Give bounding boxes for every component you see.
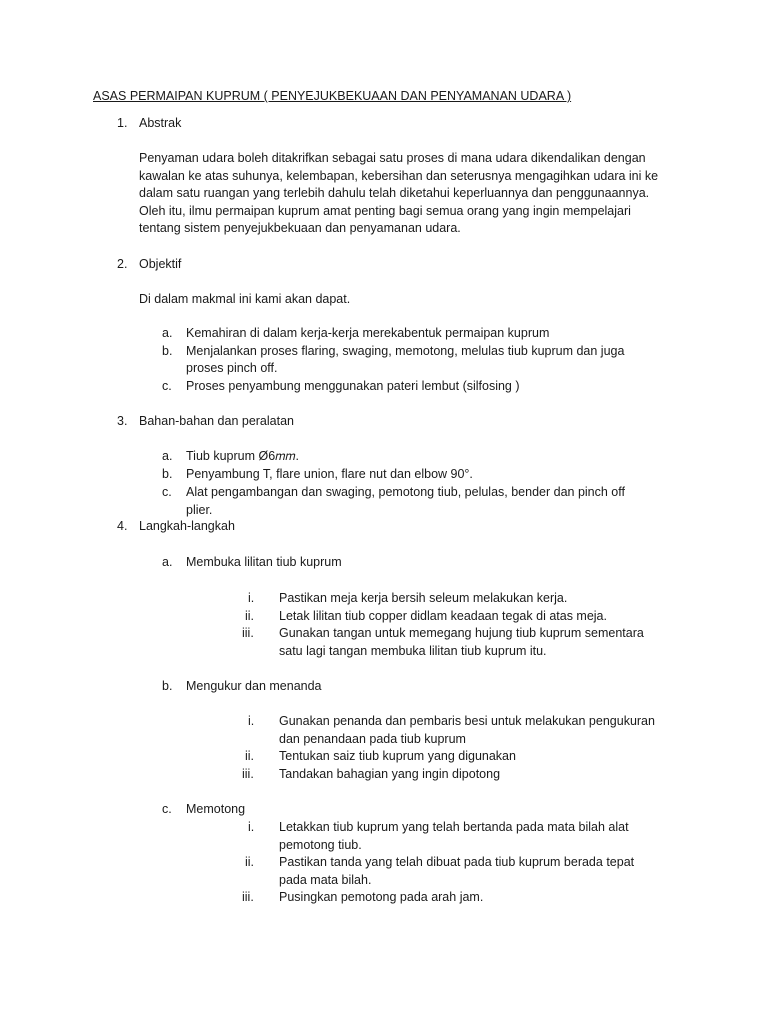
step-title: Mengukur dan menanda xyxy=(186,679,322,693)
list-item-text: Menjalankan proses flaring, swaging, memotong, melulas tiub kuprum dan juga xyxy=(186,343,625,358)
step-title: Memotong xyxy=(186,802,246,816)
section-heading: Objektif xyxy=(139,257,182,271)
substep-text: pemotong tiub. xyxy=(279,837,362,852)
substep-text: Tentukan saiz tiub kuprum yang digunakan xyxy=(279,749,516,763)
step-label: a. xyxy=(162,555,173,569)
list-item-text: Tiub kuprum Ø6𝑚𝑚. xyxy=(186,449,299,463)
document-title: ASAS PERMAIPAN KUPRUM ( PENYEJUKBEKUAAN DAN PENYAMANAN UDARA ) xyxy=(93,89,572,103)
list-item-text: plier. xyxy=(186,502,213,517)
substep-text: Pastikan tanda yang telah dibuat pada tiub kuprum berada tepat xyxy=(279,855,635,869)
substep-text: Pastikan meja kerja bersih seleum melakukan kerja. xyxy=(279,591,568,605)
substep-text: pada mata bilah. xyxy=(279,872,372,887)
step-label: c. xyxy=(162,802,172,816)
substep-text: Letakkan tiub kuprum yang telah bertanda pada mata bilah alat xyxy=(279,820,629,834)
substep-label: i. xyxy=(248,820,255,834)
substep-text: Gunakan penanda dan pembaris besi untuk melakukan pengukuran xyxy=(279,714,655,728)
substep-text: Letak lilitan tiub copper didlam keadaan tegak di atas meja. xyxy=(279,608,607,623)
substep-text: satu lagi tangan membuka lilitan tiub kuprum itu. xyxy=(279,643,547,658)
list-item-text: Penyambung T, flare union, flare nut dan elbow 90°. xyxy=(186,467,473,481)
list-label: a. xyxy=(162,326,173,340)
section-intro: Di dalam makmal ini kami akan dapat. xyxy=(139,292,351,306)
substep-label: ii. xyxy=(245,749,255,763)
list-label: a. xyxy=(162,449,173,463)
section-heading: Bahan-bahan dan peralatan xyxy=(139,414,294,428)
substep-label: i. xyxy=(248,714,255,728)
substep-label: iii. xyxy=(242,626,254,640)
list-item-text: Kemahiran di dalam kerja-kerja merekabentuk permaipan kuprum xyxy=(186,326,550,340)
substep-text: Gunakan tangan untuk memegang hujung tiub kuprum sementara xyxy=(279,626,644,640)
list-label: c. xyxy=(162,485,172,499)
list-item-text: Alat pengambangan dan swaging, pemotong tiub, pelulas, bender dan pinch off xyxy=(186,485,625,499)
section-heading: Abstrak xyxy=(139,116,182,130)
list-label: b. xyxy=(162,467,173,481)
list-item-text: Proses penyambung menggunakan pateri lembut (silfosing ) xyxy=(186,379,520,393)
paragraph-line: tentang sistem penyejukbekuaan dan penyamanan udara. xyxy=(139,221,461,235)
substep-label: ii. xyxy=(245,608,255,623)
section-number: 1. xyxy=(117,116,128,130)
section-number: 2. xyxy=(117,257,128,271)
step-title: Membuka lilitan tiub kuprum xyxy=(186,555,342,569)
list-label: c. xyxy=(162,379,172,393)
list-item-text: proses pinch off. xyxy=(186,361,278,375)
section-number: 3. xyxy=(117,414,128,428)
substep-label: iii. xyxy=(242,767,254,781)
paragraph-line: dalam satu ruangan yang terlebih dahulu telah diketahui keperluannya dan penggunaannya. xyxy=(139,186,650,200)
section-heading: Langkah-langkah xyxy=(139,519,235,533)
substep-text: Pusingkan pemotong pada arah jam. xyxy=(279,890,484,904)
paragraph-line: kawalan ke atas suhunya, kelembapan, kebersihan dan seterusnya mengagihkan udara ini ke xyxy=(139,168,659,183)
substep-text: Tandakan bahagian yang ingin dipotong xyxy=(279,767,501,781)
section-number: 4. xyxy=(117,519,128,533)
paragraph-line: Oleh itu, ilmu permaipan kuprum amat penting bagi semua orang yang ingin mempelajari xyxy=(139,203,631,218)
step-label: b. xyxy=(162,679,173,693)
paragraph-line: Penyaman udara boleh ditakrifkan sebagai satu proses di mana udara dikendalikan dengan xyxy=(139,151,646,165)
substep-label: i. xyxy=(248,591,255,605)
substep-text: dan penandaan pada tiub kuprum xyxy=(279,731,466,746)
list-label: b. xyxy=(162,343,173,358)
substep-label: ii. xyxy=(245,855,255,869)
substep-label: iii. xyxy=(242,890,254,904)
